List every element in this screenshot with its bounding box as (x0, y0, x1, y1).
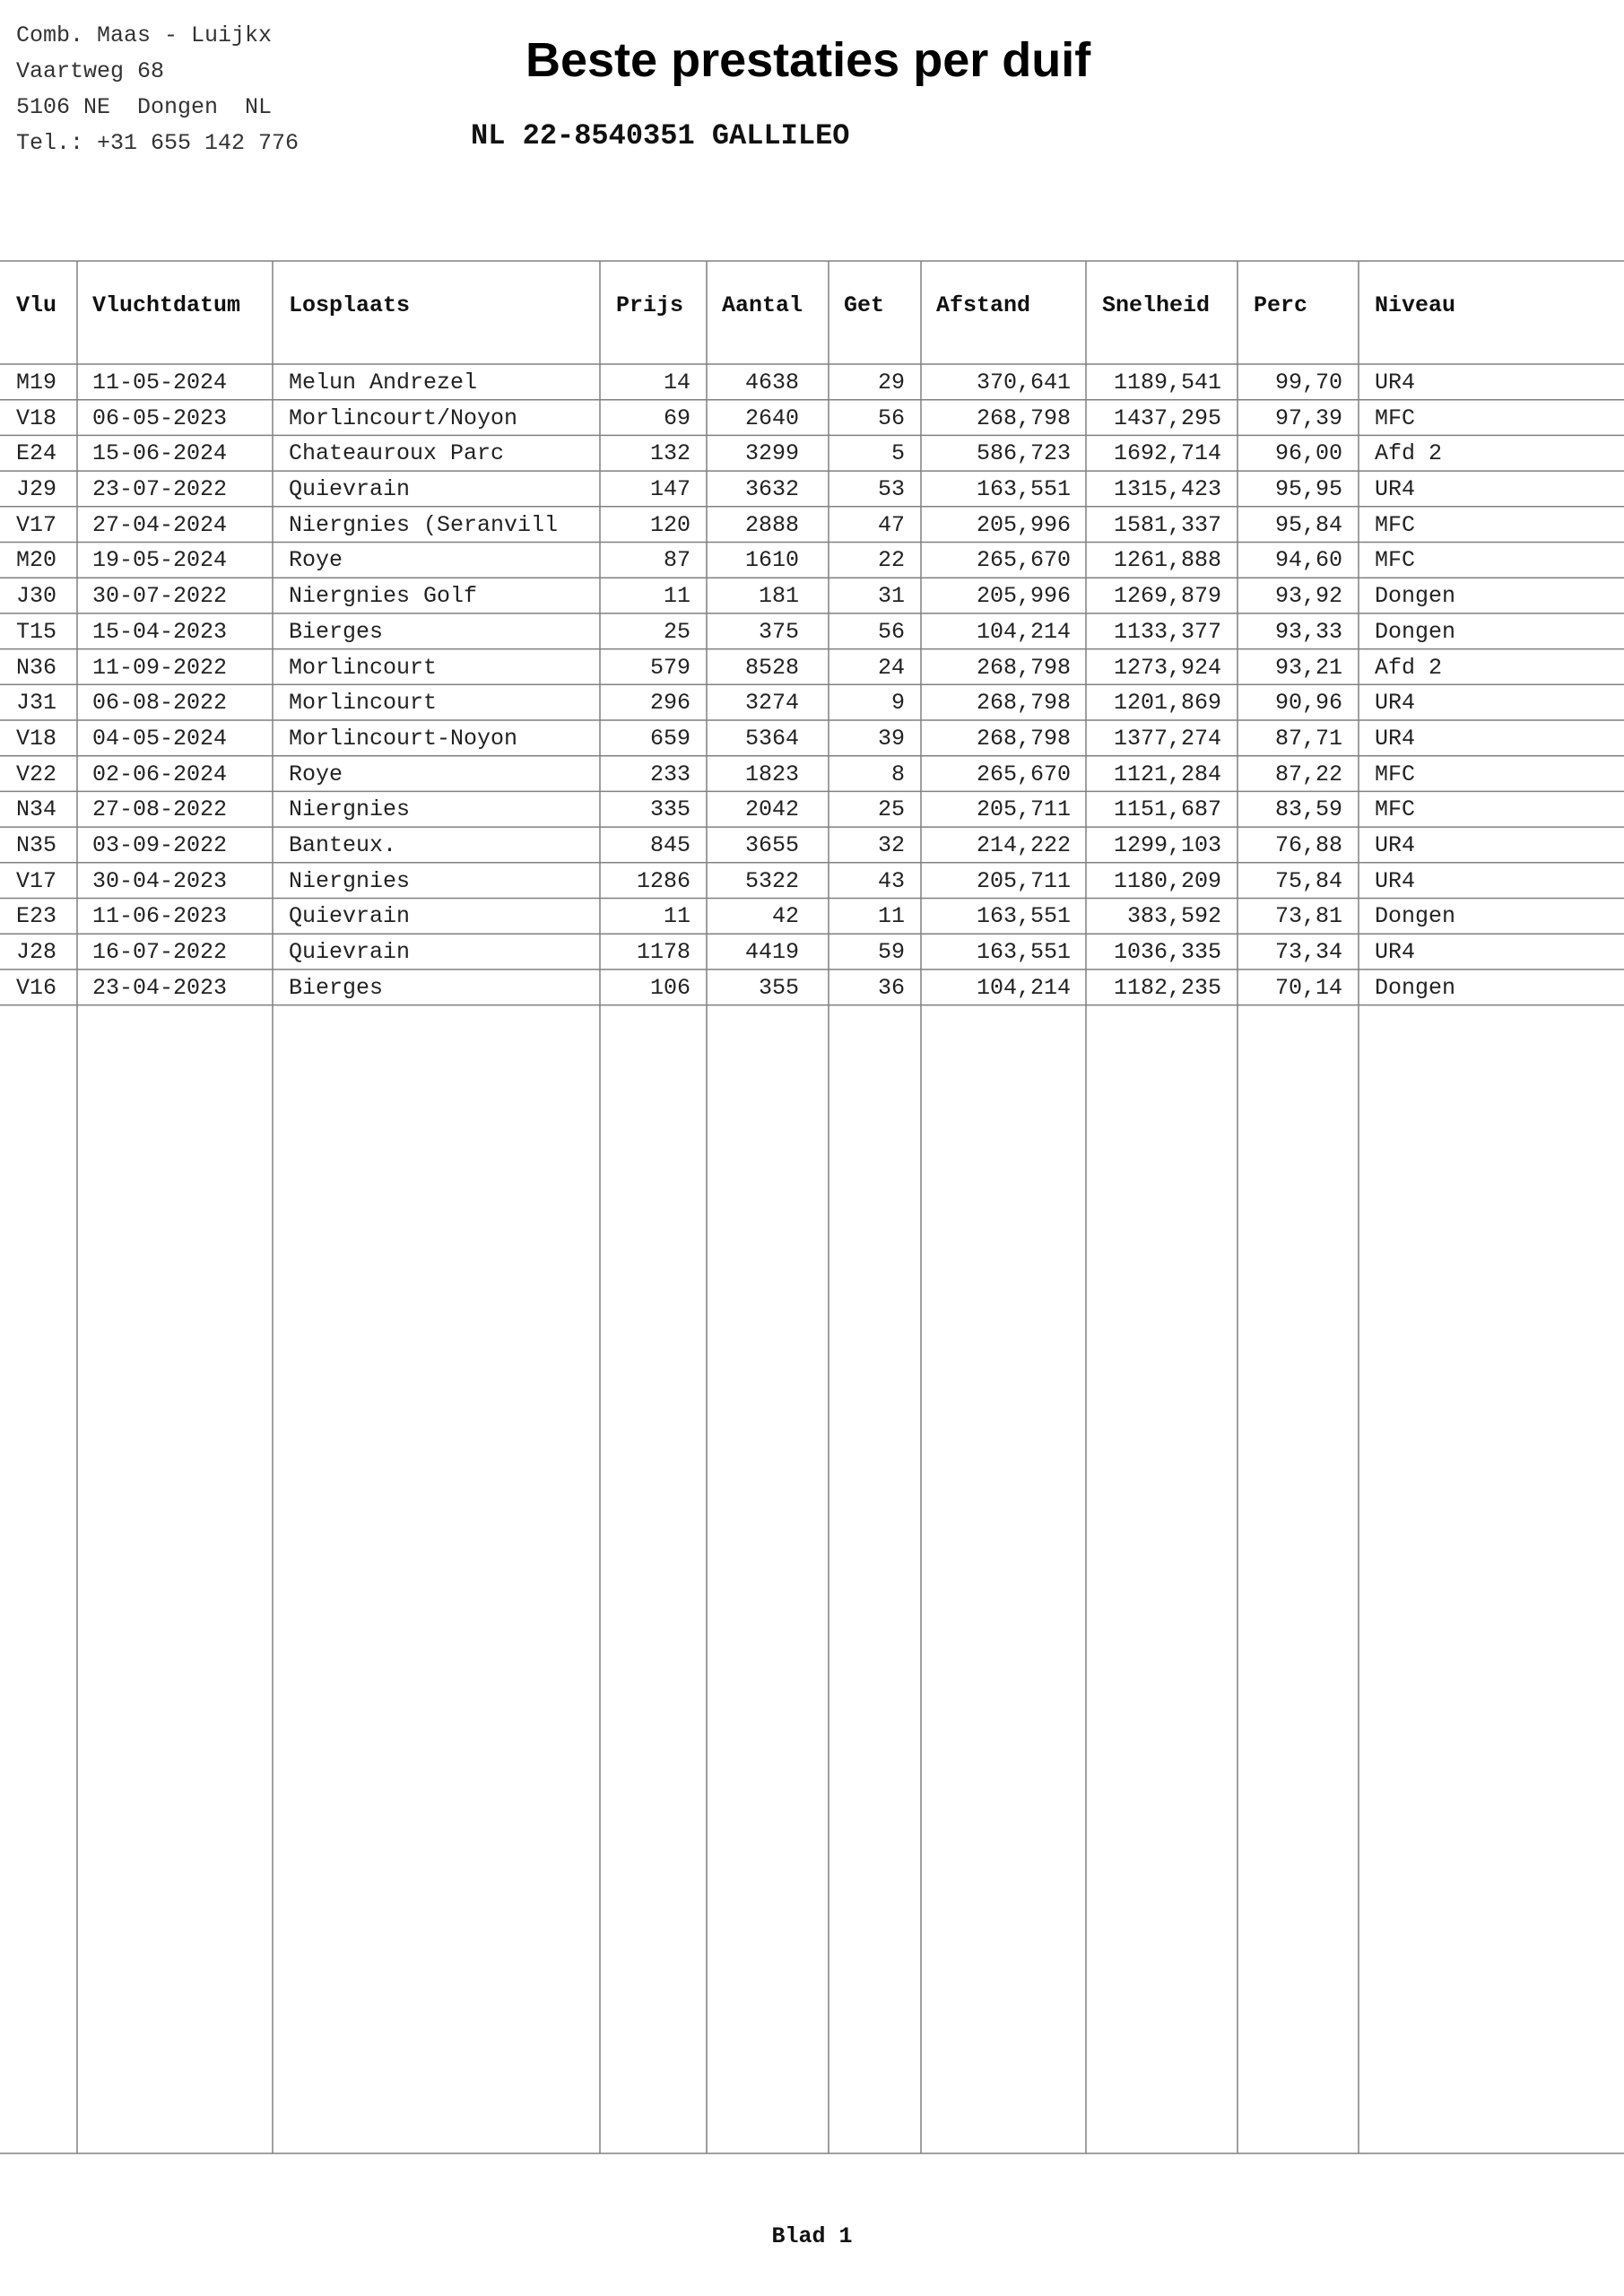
cell-get: 22 (877, 547, 905, 574)
cell-get: 36 (877, 974, 905, 1001)
cell-aantal: 2042 (744, 796, 799, 823)
table-row (0, 757, 1624, 793)
table-row (0, 650, 1624, 686)
cell-snelheid: 1315,423 (1113, 476, 1221, 503)
column-header-losplaats: Losplaats (289, 292, 411, 318)
table-row (0, 970, 1624, 1006)
table-row (0, 436, 1624, 472)
cell-prijs: 11 (663, 583, 690, 610)
cell-afstand: 104,214 (976, 618, 1071, 645)
cell-vluchtdatum: 03-09-2022 (92, 831, 228, 858)
cell-perc: 75,84 (1274, 867, 1342, 894)
cell-snelheid: 1121,284 (1113, 761, 1221, 787)
cell-vlu: E24 (16, 440, 57, 467)
cell-vluchtdatum: 23-07-2022 (92, 476, 228, 503)
cell-vluchtdatum: 15-06-2024 (92, 440, 228, 467)
cell-vlu: T15 (16, 618, 57, 645)
cell-perc: 70,14 (1274, 974, 1342, 1001)
table-row (0, 508, 1624, 544)
cell-perc: 94,60 (1274, 547, 1342, 574)
cell-afstand: 214,222 (976, 831, 1071, 858)
cell-vlu: J30 (16, 583, 57, 610)
cell-vluchtdatum: 11-06-2023 (92, 903, 228, 930)
cell-afstand: 265,670 (976, 761, 1071, 787)
cell-get: 32 (877, 831, 905, 858)
cell-prijs: 579 (649, 654, 690, 681)
cell-perc: 76,88 (1274, 831, 1342, 858)
cell-prijs: 845 (649, 831, 690, 858)
cell-vlu: N34 (16, 796, 57, 823)
cell-losplaats: Niergnies (289, 796, 411, 823)
column-header-vlu: Vlu (16, 292, 57, 318)
cell-snelheid: 1269,879 (1113, 583, 1221, 610)
cell-perc: 87,22 (1274, 761, 1342, 787)
cell-vluchtdatum: 02-06-2024 (92, 761, 228, 787)
cell-perc: 95,95 (1274, 476, 1342, 503)
cell-niveau: Dongen (1375, 903, 1456, 930)
cell-niveau: MFC (1375, 404, 1416, 431)
cell-losplaats: Roye (289, 761, 343, 787)
cell-aantal: 2640 (744, 404, 799, 431)
address-line: Tel.: +31 655 142 776 (16, 130, 300, 156)
cell-losplaats: Morlincourt/Noyon (289, 404, 518, 431)
table-row (0, 899, 1624, 935)
cell-vlu: V17 (16, 511, 57, 538)
cell-prijs: 132 (649, 440, 690, 467)
cell-afstand: 265,670 (976, 547, 1071, 574)
column-header-get: Get (844, 292, 885, 318)
cell-prijs: 659 (649, 725, 690, 752)
cell-losplaats: Quievrain (289, 939, 411, 965)
cell-perc: 96,00 (1274, 440, 1342, 467)
cell-niveau: UR4 (1375, 476, 1416, 503)
cell-niveau: MFC (1375, 547, 1416, 574)
cell-afstand: 370,641 (976, 370, 1071, 396)
cell-afstand: 104,214 (976, 974, 1071, 1001)
cell-get: 39 (877, 725, 905, 752)
cell-snelheid: 1299,103 (1113, 831, 1221, 858)
cell-get: 11 (877, 903, 905, 930)
cell-vluchtdatum: 23-04-2023 (92, 974, 228, 1001)
table-header (0, 262, 1624, 348)
table-row (0, 685, 1624, 721)
cell-aantal: 5364 (744, 725, 799, 752)
cell-prijs: 335 (649, 796, 690, 823)
table-row (0, 543, 1624, 578)
cell-snelheid: 1581,337 (1113, 511, 1221, 538)
cell-get: 24 (877, 654, 905, 681)
cell-losplaats: Chateauroux Parc (289, 440, 505, 467)
column-header-perc: Perc (1254, 292, 1308, 318)
cell-aantal: 3632 (744, 476, 799, 503)
cell-losplaats: Morlincourt (289, 654, 438, 681)
cell-afstand: 163,551 (976, 939, 1071, 965)
cell-prijs: 1178 (636, 939, 690, 965)
cell-snelheid: 1180,209 (1113, 867, 1221, 894)
cell-snelheid: 1189,541 (1113, 370, 1221, 396)
cell-afstand: 205,996 (976, 583, 1071, 610)
cell-perc: 73,81 (1274, 903, 1342, 930)
cell-aantal: 1610 (744, 547, 799, 574)
cell-vluchtdatum: 19-05-2024 (92, 547, 228, 574)
cell-losplaats: Morlincourt (289, 690, 438, 717)
table-row (0, 864, 1624, 900)
pigeon-id: NL 22-8540351 GALLILEO (471, 119, 850, 152)
table-row (0, 721, 1624, 757)
cell-niveau: UR4 (1375, 939, 1416, 965)
cell-afstand: 205,711 (976, 796, 1071, 823)
column-header-vluchtdatum: Vluchtdatum (92, 292, 241, 318)
cell-snelheid: 1036,335 (1113, 939, 1221, 965)
cell-afstand: 163,551 (976, 903, 1071, 930)
cell-perc: 93,33 (1274, 618, 1342, 645)
cell-vluchtdatum: 27-04-2024 (92, 511, 228, 538)
cell-aantal: 42 (771, 903, 799, 930)
cell-get: 8 (890, 761, 905, 787)
column-header-snelheid: Snelheid (1102, 292, 1211, 318)
cell-vlu: J31 (16, 690, 57, 717)
table-row (0, 614, 1624, 650)
cell-prijs: 296 (649, 690, 690, 717)
cell-perc: 93,21 (1274, 654, 1342, 681)
cell-vlu: M20 (16, 547, 57, 574)
cell-niveau: UR4 (1375, 867, 1416, 894)
cell-aantal: 2888 (744, 511, 799, 538)
cell-vlu: N35 (16, 831, 57, 858)
cell-snelheid: 1377,274 (1113, 725, 1221, 752)
cell-losplaats: Quievrain (289, 903, 411, 930)
cell-vlu: V16 (16, 974, 57, 1001)
cell-perc: 99,70 (1274, 370, 1342, 396)
cell-snelheid: 1182,235 (1113, 974, 1221, 1001)
column-header-aantal: Aantal (722, 292, 803, 318)
cell-losplaats: Melun Andrezel (289, 370, 478, 396)
cell-perc: 87,71 (1274, 725, 1342, 752)
cell-prijs: 87 (663, 547, 690, 574)
cell-get: 9 (890, 690, 905, 717)
cell-snelheid: 383,592 (1126, 903, 1221, 930)
cell-niveau: UR4 (1375, 831, 1416, 858)
cell-vluchtdatum: 16-07-2022 (92, 939, 228, 965)
cell-snelheid: 1692,714 (1113, 440, 1221, 467)
cell-prijs: 69 (663, 404, 690, 431)
cell-vluchtdatum: 11-05-2024 (92, 370, 228, 396)
cell-prijs: 120 (649, 511, 690, 538)
cell-prijs: 25 (663, 618, 690, 645)
cell-aantal: 4638 (744, 370, 799, 396)
cell-snelheid: 1437,295 (1113, 404, 1221, 431)
cell-aantal: 181 (758, 583, 799, 610)
cell-perc: 83,59 (1274, 796, 1342, 823)
cell-vluchtdatum: 30-04-2023 (92, 867, 228, 894)
cell-afstand: 205,711 (976, 867, 1071, 894)
cell-niveau: Dongen (1375, 618, 1456, 645)
cell-perc: 93,92 (1274, 583, 1342, 610)
cell-aantal: 8528 (744, 654, 799, 681)
table-row (0, 792, 1624, 828)
cell-prijs: 11 (663, 903, 690, 930)
table-row (0, 578, 1624, 614)
page-number: Blad 1 (771, 2223, 853, 2249)
cell-aantal: 355 (758, 974, 799, 1001)
cell-afstand: 268,798 (976, 690, 1071, 717)
cell-niveau: Dongen (1375, 974, 1456, 1001)
table-row (0, 828, 1624, 864)
cell-snelheid: 1133,377 (1113, 618, 1221, 645)
cell-losplaats: Morlincourt-Noyon (289, 725, 518, 752)
cell-vluchtdatum: 15-04-2023 (92, 618, 228, 645)
cell-niveau: MFC (1375, 761, 1416, 787)
cell-get: 5 (890, 440, 905, 467)
table-row (0, 365, 1624, 401)
cell-vlu: J28 (16, 939, 57, 965)
page-title: Beste prestaties per duif (525, 33, 1091, 87)
cell-get: 29 (877, 370, 905, 396)
cell-get: 25 (877, 796, 905, 823)
cell-vlu: V18 (16, 404, 57, 431)
column-header-prijs: Prijs (616, 292, 684, 318)
column-header-afstand: Afstand (936, 292, 1031, 318)
cell-aantal: 4419 (744, 939, 799, 965)
cell-niveau: UR4 (1375, 690, 1416, 717)
cell-get: 43 (877, 867, 905, 894)
cell-niveau: MFC (1375, 796, 1416, 823)
cell-niveau: UR4 (1375, 370, 1416, 396)
cell-prijs: 233 (649, 761, 690, 787)
cell-vlu: V17 (16, 867, 57, 894)
cell-prijs: 147 (649, 476, 690, 503)
cell-vluchtdatum: 06-08-2022 (92, 690, 228, 717)
cell-perc: 95,84 (1274, 511, 1342, 538)
cell-vluchtdatum: 11-09-2022 (92, 654, 228, 681)
cell-losplaats: Banteux. (289, 831, 397, 858)
cell-vluchtdatum: 06-05-2023 (92, 404, 228, 431)
cell-perc: 73,34 (1274, 939, 1342, 965)
cell-vluchtdatum: 27-08-2022 (92, 796, 228, 823)
cell-vlu: V18 (16, 725, 57, 752)
cell-vlu: M19 (16, 370, 57, 396)
cell-niveau: UR4 (1375, 725, 1416, 752)
cell-aantal: 3655 (744, 831, 799, 858)
cell-aantal: 375 (758, 618, 799, 645)
cell-vlu: E23 (16, 903, 57, 930)
cell-get: 59 (877, 939, 905, 965)
cell-vluchtdatum: 04-05-2024 (92, 725, 228, 752)
cell-niveau: Afd 2 (1375, 654, 1443, 681)
cell-snelheid: 1201,869 (1113, 690, 1221, 717)
cell-afstand: 205,996 (976, 511, 1071, 538)
cell-vlu: N36 (16, 654, 57, 681)
table-row (0, 472, 1624, 508)
cell-afstand: 268,798 (976, 725, 1071, 752)
cell-prijs: 106 (649, 974, 690, 1001)
cell-losplaats: Bierges (289, 974, 384, 1001)
cell-niveau: MFC (1375, 511, 1416, 538)
cell-snelheid: 1261,888 (1113, 547, 1221, 574)
address-line: Vaartweg 68 (16, 58, 165, 84)
cell-perc: 90,96 (1274, 690, 1342, 717)
cell-afstand: 268,798 (976, 654, 1071, 681)
cell-get: 47 (877, 511, 905, 538)
cell-get: 56 (877, 404, 905, 431)
cell-prijs: 14 (663, 370, 690, 396)
cell-niveau: Afd 2 (1375, 440, 1443, 467)
table-row (0, 935, 1624, 970)
table-body (0, 365, 1624, 1005)
cell-get: 53 (877, 476, 905, 503)
address-line: Comb. Maas - Luijkx (16, 22, 273, 48)
cell-losplaats: Niergnies (289, 867, 411, 894)
cell-snelheid: 1273,924 (1113, 654, 1221, 681)
cell-vlu: V22 (16, 761, 57, 787)
cell-vlu: J29 (16, 476, 57, 503)
cell-niveau: Dongen (1375, 583, 1456, 610)
cell-get: 31 (877, 583, 905, 610)
cell-losplaats: Niergnies (Seranvill (289, 511, 559, 538)
table-row (0, 401, 1624, 437)
cell-prijs: 1286 (636, 867, 690, 894)
column-header-niveau: Niveau (1375, 292, 1456, 318)
cell-vluchtdatum: 30-07-2022 (92, 583, 228, 610)
cell-afstand: 586,723 (976, 440, 1071, 467)
cell-aantal: 1823 (744, 761, 799, 787)
cell-aantal: 5322 (744, 867, 799, 894)
cell-aantal: 3274 (744, 690, 799, 717)
cell-perc: 97,39 (1274, 404, 1342, 431)
address-line: 5106 NE Dongen NL (16, 94, 273, 120)
cell-losplaats: Bierges (289, 618, 384, 645)
cell-losplaats: Niergnies Golf (289, 583, 478, 610)
cell-afstand: 163,551 (976, 476, 1071, 503)
cell-afstand: 268,798 (976, 404, 1071, 431)
cell-snelheid: 1151,687 (1113, 796, 1221, 823)
cell-losplaats: Roye (289, 547, 343, 574)
cell-get: 56 (877, 618, 905, 645)
cell-losplaats: Quievrain (289, 476, 411, 503)
cell-aantal: 3299 (744, 440, 799, 467)
